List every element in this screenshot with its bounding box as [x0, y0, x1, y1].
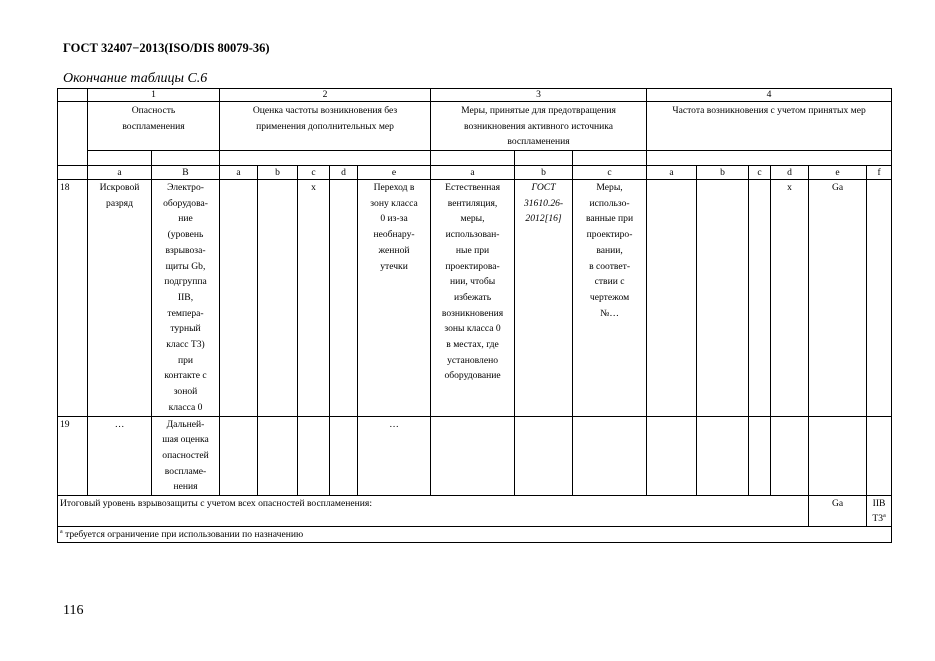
empty-cell — [258, 416, 298, 496]
letter-cell: d — [771, 166, 809, 180]
table-caption: Окончание таблицы С.6 — [63, 71, 208, 86]
letter-cell: a — [220, 166, 258, 180]
blank-cell — [152, 151, 220, 166]
footnote — [58, 527, 892, 543]
cell-line: при — [177, 354, 194, 366]
empty-cell — [573, 416, 647, 496]
cell-line: Естественная — [445, 182, 501, 193]
header-line: воспламенения — [507, 136, 570, 147]
row-number: 19 — [58, 416, 88, 496]
empty-cell — [809, 416, 867, 496]
cell-line: класс Т3) — [166, 339, 205, 351]
cell-line: турный — [170, 323, 201, 335]
cell-line: проектиро- — [586, 229, 633, 241]
footnote-text: требуется ограничение при использовании по назначению — [62, 529, 304, 541]
frequency-mark-cell: x — [298, 180, 330, 417]
total-group-class — [867, 496, 892, 527]
hazard-description-cell — [152, 180, 220, 417]
cell-line: вании, — [596, 244, 623, 256]
blank-cell — [58, 89, 88, 102]
header-line: возникновения активного источника — [464, 120, 614, 132]
cell-line: меры, — [460, 213, 485, 225]
cell-line: IIB, — [177, 291, 194, 303]
cell-line: IIB — [872, 498, 886, 510]
group-header-ignition-hazard — [88, 102, 220, 151]
page-number: 116 — [63, 603, 84, 618]
cell-line: ные при — [455, 244, 490, 256]
cell-line: возникновения — [441, 307, 504, 319]
col-number-2: 2 — [220, 89, 431, 102]
empty-cell — [867, 180, 892, 417]
empty-cell — [330, 416, 358, 496]
header-line: воспламенения — [122, 120, 185, 132]
cell-line: ванные при — [585, 213, 634, 225]
letter-cell: a — [647, 166, 697, 180]
table-row — [58, 180, 892, 417]
empty-cell — [515, 416, 573, 496]
letter-cell: b — [515, 166, 573, 180]
cell-line: разряд — [106, 197, 133, 209]
col-number-3: 3 — [431, 89, 647, 102]
cell-line: избежать — [453, 291, 492, 303]
total-label: Итоговый уровень взрывозащиты с учетом всех опасностей воспламенения: — [58, 496, 809, 527]
empty-cell — [771, 416, 809, 496]
cell-line: шая оценка — [162, 434, 209, 446]
cell-line: в местах, где — [446, 339, 499, 351]
letter-cell: c — [749, 166, 771, 180]
empty-cell — [749, 180, 771, 417]
empty-cell — [749, 416, 771, 496]
letter-cell: a — [88, 166, 152, 180]
cell-line: 2012[16] — [525, 213, 562, 225]
cell-line: женной — [378, 244, 410, 256]
cell-line: нения — [173, 481, 198, 493]
empty-cell — [647, 180, 697, 417]
cell-line: (уровень — [167, 229, 204, 241]
empty-cell — [647, 416, 697, 496]
header-line: Меры, принятые для предотвращения — [461, 105, 616, 116]
standard-reference-cell — [515, 180, 573, 417]
blank-cell — [58, 166, 88, 180]
footnote-row — [58, 527, 892, 543]
cell-line: №… — [600, 307, 619, 319]
col-number-4: 4 — [647, 89, 892, 102]
letter-cell: c — [298, 166, 330, 180]
letters-row — [58, 166, 892, 180]
cell-line: вентиляция, — [447, 197, 498, 209]
frequency-mark-cell: x — [771, 180, 809, 417]
cell-line: оборудование — [444, 370, 501, 382]
cell-line: оборудова- — [163, 197, 208, 209]
empty-cell — [298, 416, 330, 496]
empty-cell — [258, 180, 298, 417]
hazard-description-cell — [152, 416, 220, 496]
cell-line: ствии с — [594, 276, 625, 288]
cell-line: чертежом — [589, 291, 630, 303]
header-line: Частота возникновения с учетом принятых мер — [672, 105, 866, 116]
blank-cell — [515, 151, 573, 166]
row-number-header — [58, 102, 88, 166]
cell-line: Меры, — [596, 182, 623, 193]
cell-line: зоны класса 0 — [444, 323, 501, 335]
cell-line: утечки — [380, 260, 408, 272]
empty-cell — [220, 416, 258, 496]
protection-level-cell: Ga — [809, 180, 867, 417]
cell-line: 31610.26- — [523, 197, 564, 209]
blank-cell — [88, 151, 152, 166]
empty-cell — [431, 416, 515, 496]
cell-line: использован- — [445, 229, 500, 241]
letter-cell: b — [697, 166, 749, 180]
blank-cell — [647, 151, 892, 166]
table-row — [58, 416, 892, 496]
temperature-class: Т3 — [872, 513, 884, 525]
cell-line: установлено — [447, 354, 499, 366]
group-header-row — [58, 102, 892, 151]
footnote-mark: a — [60, 528, 63, 535]
blank-cell — [573, 151, 647, 166]
cell-line: необнару- — [373, 229, 415, 241]
letter-cell: e — [358, 166, 431, 180]
cell-line: темпера- — [167, 307, 204, 319]
blank-cell — [431, 151, 515, 166]
cell-line: ГОСТ — [531, 182, 556, 193]
letter-cell: c — [573, 166, 647, 180]
frequency-reason-cell: … — [358, 416, 431, 496]
cell-line: в соответ- — [589, 260, 631, 272]
hazard-table — [57, 88, 892, 543]
cell-line: использо- — [589, 197, 630, 209]
footnote-mark: a — [883, 512, 886, 519]
cell-line: Электро- — [167, 182, 204, 193]
group-header-frequency-with-measures — [647, 102, 892, 151]
cell-line: воспламе- — [164, 465, 207, 477]
empty-cell — [697, 416, 749, 496]
cell-line: Дальней- — [166, 418, 205, 430]
cell-line: щиты Gb, — [165, 260, 206, 272]
empty-cell — [697, 180, 749, 417]
cell-line: 0 из-за — [380, 213, 408, 225]
group-header-frequency-without-measures — [220, 102, 431, 151]
row-number: 18 — [58, 180, 88, 417]
cell-line: нии, чтобы — [449, 276, 496, 288]
blank-subheader-row — [58, 151, 892, 166]
blank-cell — [220, 151, 431, 166]
measures-cell — [431, 180, 515, 417]
cell-line: подгруппа — [164, 276, 207, 288]
empty-cell — [330, 180, 358, 417]
hazard-type-cell — [88, 180, 152, 417]
total-row — [58, 496, 892, 527]
total-protection-level: Ga — [809, 496, 867, 527]
cell-line: проектирова- — [445, 260, 500, 272]
empty-cell — [867, 416, 892, 496]
header-line: Опасность — [131, 105, 176, 116]
empty-cell — [220, 180, 258, 417]
group-header-measures — [431, 102, 647, 151]
cell-line: опасностей — [162, 449, 209, 461]
frequency-reason-cell — [358, 180, 431, 417]
header-line: применения дополнительных мер — [256, 120, 394, 132]
col-number-1: 1 — [88, 89, 220, 102]
document-header: ГОСТ 32407−2013(ISO/DIS 80079-36) — [63, 41, 270, 55]
cell-line: взрывоза- — [165, 244, 206, 256]
column-number-row — [58, 89, 892, 102]
letter-cell: f — [867, 166, 892, 180]
cell-line — [869, 511, 889, 526]
cell-line: Переход в — [373, 182, 415, 193]
cell-line: зону класса — [370, 197, 418, 209]
letter-cell: a — [431, 166, 515, 180]
header-line: Оценка частоты возникновения без — [252, 105, 398, 116]
cell-line: Искровой — [99, 182, 140, 193]
cell-line: ние — [178, 213, 193, 225]
hazard-type-cell: … — [88, 416, 152, 496]
letter-cell: e — [809, 166, 867, 180]
design-measures-cell — [573, 180, 647, 417]
cell-line: контакте с — [164, 370, 207, 382]
letter-cell: b — [258, 166, 298, 180]
cell-line: зоной — [173, 386, 198, 398]
letter-cell: B — [152, 166, 220, 180]
cell-line: класса 0 — [168, 401, 203, 413]
letter-cell: d — [330, 166, 358, 180]
